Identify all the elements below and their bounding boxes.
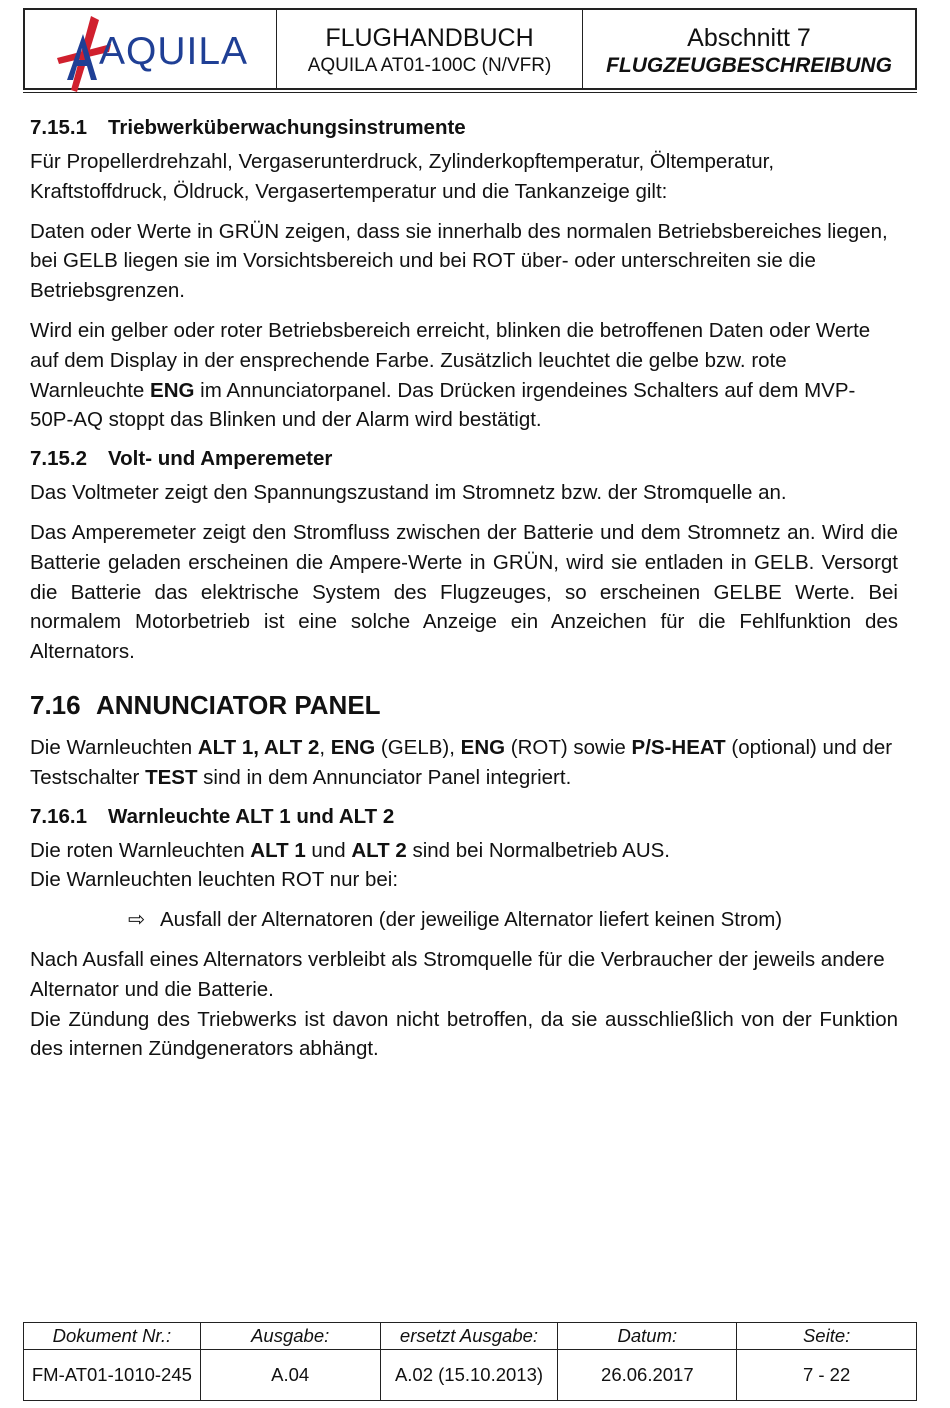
- footer-value-row: [24, 1350, 917, 1401]
- footer-date: 26.06.2017: [558, 1350, 737, 1401]
- heading-7-15-1: 7.15.1 Triebwerküberwachungsinstrumente: [30, 116, 466, 139]
- paragraph: Das Amperemeter zeigt den Stromfluss zwischen der Batterie und dem Stromnetz an. Wird die Batterie geladen erscheinen die Ampere-Werte in GRÜN, wird sie entladen in GELB. Versorgt die Batterie das elektrische System des Flugzeuges, so erscheinen GELBE Werte. Bei normalem Motorbetrieb ist eine solche Anzeige ein Anzeichen für die Fehlfunktion des Alternators.: [30, 520, 898, 664]
- heading-7-15-2: 7.15.2 Volt- und Amperemeter: [30, 447, 333, 471]
- paragraph: Die Warnleuchten leuchten ROT nur bei:: [30, 868, 399, 892]
- page-content: [30, 113, 898, 1064]
- document-footer-table: [23, 1322, 917, 1401]
- page-header: [23, 8, 917, 90]
- paragraph: Das Voltmeter zeigt den Spannungszustand im Stromnetz bzw. der Stromquelle an.: [30, 481, 787, 505]
- heading-7-16-1: 7.16.1 Warnleuchte ALT 1 und ALT 2: [30, 804, 395, 828]
- manual-title: FLUGHANDBUCH: [325, 24, 534, 52]
- paragraph: Nach Ausfall eines Alternators verbleibt als Stromquelle für die Verbraucher der jeweils andere Alternator und die Batterie.: [30, 947, 885, 1001]
- paragraph: Die Zündung des Triebwerks ist davon nicht betroffen, da sie ausschließlich von der Funktion des internen Zündgenerators abhängt.: [30, 1007, 898, 1061]
- section-title: FLUGZEUGBESCHREIBUNG: [606, 54, 892, 77]
- paragraph: Die Warnleuchten ALT 1, ALT 2, ENG (GELB), ENG (ROT) sowie P/S-HEAT (optional) und der Testschalter TEST sind in dem Annunciator Panel integriert.: [30, 735, 893, 789]
- paragraph: Wird ein gelber oder roter Betriebsbereich erreicht, blinken die betroffenen Daten oder Werte auf dem Display in der ensprechende Farbe. Zusätzlich leuchtet die gelbe bzw. rote Warnleuchte ENG im Annunciatorpanel. Das Drücken irgendeines Schalters auf dem MVP-50P-AQ stoppt das Blinken und der Alarm wird bestätigt.: [30, 318, 871, 432]
- footer-header-page: Seite:: [737, 1323, 917, 1350]
- paragraph: Die roten Warnleuchten ALT 1 und ALT 2 sind bei Normalbetrieb AUS.: [30, 838, 670, 862]
- footer-header-date: Datum:: [558, 1323, 737, 1350]
- paragraph: Für Propellerdrehzahl, Vergaserunterdruck, Zylinderkopftemperatur, Öltemperatur, Kraftstoffdruck, Öldruck, Vergasertemperatur und die Tankanzeige gilt:: [30, 150, 775, 203]
- footer-page: 7 - 22: [737, 1350, 917, 1401]
- footer-header-row: [24, 1323, 917, 1350]
- aircraft-model: AQUILA AT01-100C (N/VFR): [307, 55, 552, 76]
- aquila-logo: [25, 10, 277, 88]
- footer-header-doc-no: Dokument Nr.:: [24, 1323, 201, 1350]
- list-item: ⇨ Ausfall der Alternatoren (der jeweilige Alternator liefert keinen Strom): [30, 905, 898, 935]
- footer-doc-no: FM-AT01-1010-245: [24, 1350, 201, 1401]
- footer-header-edition: Ausgabe:: [200, 1323, 380, 1350]
- logo-text: AQUILA: [99, 30, 249, 73]
- header-section-cell: [583, 10, 915, 88]
- header-rule: [23, 92, 917, 93]
- footer-edition: A.04: [200, 1350, 380, 1401]
- footer-replaces: A.02 (15.10.2013): [380, 1350, 558, 1401]
- heading-7-16: 7.16 ANNUNCIATOR PANEL: [30, 689, 381, 720]
- hollow-right-arrow-icon: ⇨: [128, 908, 146, 932]
- header-title-cell: [277, 10, 583, 88]
- footer-header-replaces: ersetzt Ausgabe:: [380, 1323, 558, 1350]
- section-number: Abschnitt 7: [687, 24, 811, 52]
- paragraph: Daten oder Werte in GRÜN zeigen, dass sie innerhalb des normalen Betriebsbereiches liegen, bei GELB liegen sie im Vorsichtsbereich und bei ROT über- oder unterschreiten sie die Betriebsgrenzen.: [30, 219, 888, 303]
